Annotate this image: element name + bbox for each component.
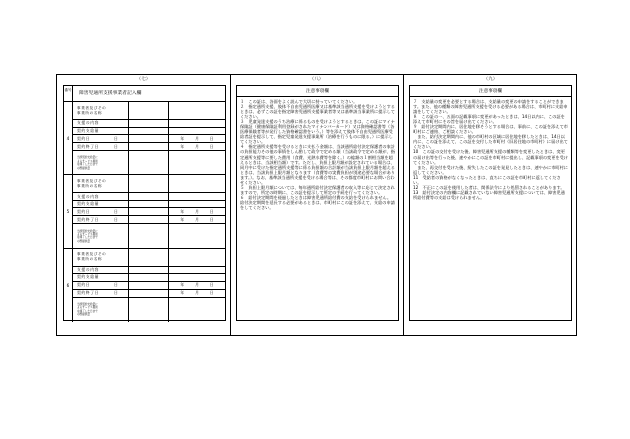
label-line: よるサービス提供 [77, 233, 98, 237]
value-cell[interactable] [129, 249, 169, 266]
label-contract-amount: 契約支給量 [73, 128, 129, 135]
date-unit: 年 [180, 290, 185, 296]
note-paragraph: 12 不正にこの証を使用した者は、関係法令により処罰されることがあります。 [413, 184, 565, 190]
label-line: の既提供量 [77, 313, 90, 317]
day-label: 日 [114, 282, 118, 288]
row-end-date [73, 290, 225, 298]
row-remaining [73, 298, 225, 322]
label-line: よるサービス提供 [77, 159, 98, 163]
date-unit: 月 [195, 282, 199, 288]
row-contract-amount [73, 274, 225, 282]
note-paragraph: ５ 負担上限月額については、毎年通所給付決定保護者の収入等に応じて決定されますので、所定の時期に、この証を提示して所定の手続を行ってください。 [240, 184, 395, 195]
value-cell[interactable] [129, 298, 169, 322]
date-unit: 月 [195, 208, 199, 214]
value-cell[interactable] [129, 135, 169, 142]
row-contract-date [73, 282, 225, 290]
label-line: を終了した日まで [77, 163, 98, 167]
label-line: 事業者及びその [77, 178, 107, 183]
notes-panel-9 [409, 85, 572, 321]
entry-block-5 [64, 175, 225, 248]
value-cell[interactable] [129, 216, 169, 223]
value-cell[interactable] [129, 267, 169, 274]
label-line: 当該契約支給量に [77, 229, 98, 233]
provider-entry-table [63, 85, 226, 321]
date-unit: 日 [209, 282, 214, 288]
value-cell[interactable] [129, 224, 169, 248]
label-line: の既提供量 [77, 239, 90, 243]
label-line: 事業所の名称 [77, 257, 103, 262]
date-field[interactable] [169, 135, 225, 142]
date-field[interactable] [169, 216, 225, 223]
entry-number: 6 [64, 249, 73, 322]
label-end-date: 契約終了日 [73, 143, 129, 150]
row-end-date [73, 216, 225, 224]
row-remaining [73, 151, 225, 175]
date-unit: 月 [195, 135, 199, 141]
note-paragraph: 10 この証の交付を受けた後、障害児通所支援の種類等を変更したときは、変更の届け出等を行った後、速やかにこの証を市町村に提出し、記載事項の変更を受けてください。 [413, 149, 568, 165]
date-field[interactable] [169, 143, 225, 150]
row-business [73, 102, 225, 120]
number-column-header: 番号 [64, 86, 73, 102]
label-end-date: 契約終了日 [73, 290, 129, 297]
date-unit: 年 [180, 216, 185, 222]
date-unit: 年 [180, 282, 185, 288]
label-contract-date: 契約日 [73, 208, 129, 215]
provider-entry-title: 障害児通所支援事業者記入欄 [73, 86, 225, 102]
value-cell[interactable] [129, 208, 169, 215]
notes-title-8: 注意事項欄 [237, 86, 398, 97]
day-label: 日 [114, 216, 118, 222]
label-line: 事業者及びその [77, 252, 107, 257]
date-unit: 日 [209, 216, 214, 222]
date-unit: 年 [180, 143, 185, 149]
page-number-8: （八） [309, 77, 324, 82]
date-unit: 日 [209, 290, 214, 296]
note-paragraph: ２ 指定通所支援、肢体不自由児通所医療又は基準該当通所支援を受けようとするときは、必ずこの証を指定障害児通所支援事業者等又は基準該当事業所に提示してください。 [240, 104, 395, 120]
day-label: 日 [114, 290, 118, 296]
label-line: 事業所の名称 [77, 110, 103, 115]
value-cell[interactable] [129, 193, 169, 200]
value-cell[interactable] [129, 274, 169, 281]
date-unit: 日 [209, 135, 214, 141]
date-unit: 月 [195, 216, 199, 222]
label-contract-date: 契約日 [73, 282, 129, 289]
note-paragraph: 11 受給者の資格がなくなったときは、直ちにこの証を市町村に返してください。 [413, 174, 561, 185]
entry-block-4 [64, 102, 225, 175]
value-cell[interactable] [129, 282, 169, 289]
note-paragraph: ９ 給付決定期間内に、居住地を移そうとする場合は、事前に、この証を添えて市町村にご連絡、ご相談ください。 [413, 124, 568, 135]
date-unit: 年 [180, 135, 185, 141]
date-field[interactable] [169, 208, 225, 215]
fold-line-left [230, 75, 231, 335]
label-line: 当該契約支給量に [77, 302, 98, 306]
row-content [73, 120, 225, 128]
value-cell[interactable] [129, 151, 169, 175]
label-business [73, 175, 129, 192]
day-label: 日 [114, 208, 118, 214]
date-unit: 日 [209, 143, 214, 149]
date-unit: 月 [195, 143, 199, 149]
entry-number: 4 [64, 102, 73, 174]
label-end-date: 契約終了日 [73, 216, 129, 223]
label-contract-amount: 契約支給量 [73, 274, 129, 281]
value-cell[interactable] [129, 143, 169, 150]
entry-block-6 [64, 249, 225, 322]
row-contract-amount [73, 201, 225, 209]
note-paragraph: ６ 給付決定期間を経過したときは障害児通所給付費の支給を受けられません。給付決定期間を延長する必要があるときは、市町村にこの証を添えて、支給の申請をしてください。 [240, 194, 395, 210]
note-paragraph: ４ 指定通所支援等を受けるときに支払う金額は、当該通所給付決定保護者の家計の負担能力その他の事情をしん酌して政令で定める額（当該政令で定める額が、指定通所支援等に要した費用（食費、光熱水費等を除く。）の総額の１割相当額を超えるときは、当該相当額）です。ただし、負担上限月額が設定されている場合は、同月中に受けた指定通所支援等に係る負担額の合計額が当該負担上限月額を超えるときは、当該負担上限月額となります（食費等の実費負担が別途必要な場合があります。）。なお、基準該当通所支援を受ける場合等は、その都度市町村にお問い合わせください。 [240, 144, 395, 185]
date-unit: 月 [195, 290, 199, 296]
note-paragraph: また、給付決定期間内に、他の市町村の区域に居住地を移したときは、14日以内に、この証を添えて、この証を交付した市町村（旧居住地の市町村）に届け出てください。 [413, 134, 568, 150]
value-cell[interactable] [129, 201, 169, 208]
label-content: 支援の内容 [73, 267, 129, 274]
date-field[interactable] [169, 282, 225, 289]
note-paragraph: 13 給付決定の内容欄に記載されていない障害児通所支援については、障害児通所給付費等の支給は受けられません。 [413, 189, 565, 200]
note-paragraph: １ この証は、各面をよく読んで大切に持っていてください。 [240, 99, 358, 104]
label-line: を終了した日まで [77, 309, 98, 313]
row-content [73, 267, 225, 275]
row-content [73, 193, 225, 201]
value-cell[interactable] [129, 175, 169, 192]
page-number-9: （九） [483, 77, 498, 82]
value-cell[interactable] [129, 120, 169, 127]
value-cell[interactable] [129, 290, 169, 297]
note-paragraph: ８ この証の一、五面の記載事項に変更があったときは、14日以内に、この証を添えて市町村にその旨を届け出てください。 [413, 114, 565, 125]
date-unit: 日 [209, 208, 214, 214]
notes-title-9: 注意事項欄 [410, 86, 571, 97]
note-paragraph: ７ 支給量の変更を必要とする場合は、支給量の変更の申請をすることができます。また、他の種類の障害児通所支援を受ける必要がある場合は、市町村に支給申請をしてください。 [413, 99, 568, 115]
entry-number: 5 [64, 175, 73, 247]
row-contract-amount [73, 128, 225, 136]
label-line: の既提供量 [77, 166, 90, 170]
page-number-7: （七） [136, 77, 151, 82]
label-line: よるサービス提供 [77, 306, 98, 310]
day-label: 日 [114, 143, 118, 149]
label-line: 当該契約支給量に [77, 156, 98, 160]
row-remaining [73, 224, 225, 248]
label-remaining [73, 298, 129, 322]
row-end-date [73, 143, 225, 151]
label-business [73, 102, 129, 119]
row-contract-date [73, 208, 225, 216]
label-business [73, 249, 129, 266]
date-field[interactable] [169, 290, 225, 297]
label-remaining [73, 224, 129, 248]
label-content: 支援の内容 [73, 193, 129, 200]
recipient-certificate-sheet [56, 74, 577, 336]
fold-line-right [403, 75, 404, 335]
note-paragraph: ３ 児童発達支援のうち治療に係るものを受けようとするときは、この証にマイナ保険証（健康保険証利用登録がされたマイナンバーカード）又は資格確認書等（各医療保険者等が発行した資格確認書をいう。）等を添えて肢体不自由児通所医療受給者証を提示して、指定児童発達支援事業所（治療を行うものに限る。）に提示してください。 [240, 119, 395, 145]
label-contract-date: 契約日 [73, 135, 129, 142]
label-line: 事業所の名称 [77, 183, 103, 188]
value-cell[interactable] [129, 102, 169, 119]
date-unit: 年 [180, 208, 185, 214]
label-contract-amount: 契約支給量 [73, 201, 129, 208]
label-remaining [73, 151, 129, 175]
label-content: 支援の内容 [73, 120, 129, 127]
notes-panel-8 [236, 85, 399, 321]
label-line: を終了した日まで [77, 236, 98, 240]
day-label: 日 [114, 135, 118, 141]
row-contract-date [73, 135, 225, 143]
note-paragraph: また、再交付を受けた後、紛失したこの証を発見したときは、速やかに市町村に返してください。 [413, 164, 568, 175]
row-business [73, 249, 225, 267]
label-line: 事業者及びその [77, 105, 107, 110]
row-business [73, 175, 225, 193]
value-cell[interactable] [129, 128, 169, 135]
